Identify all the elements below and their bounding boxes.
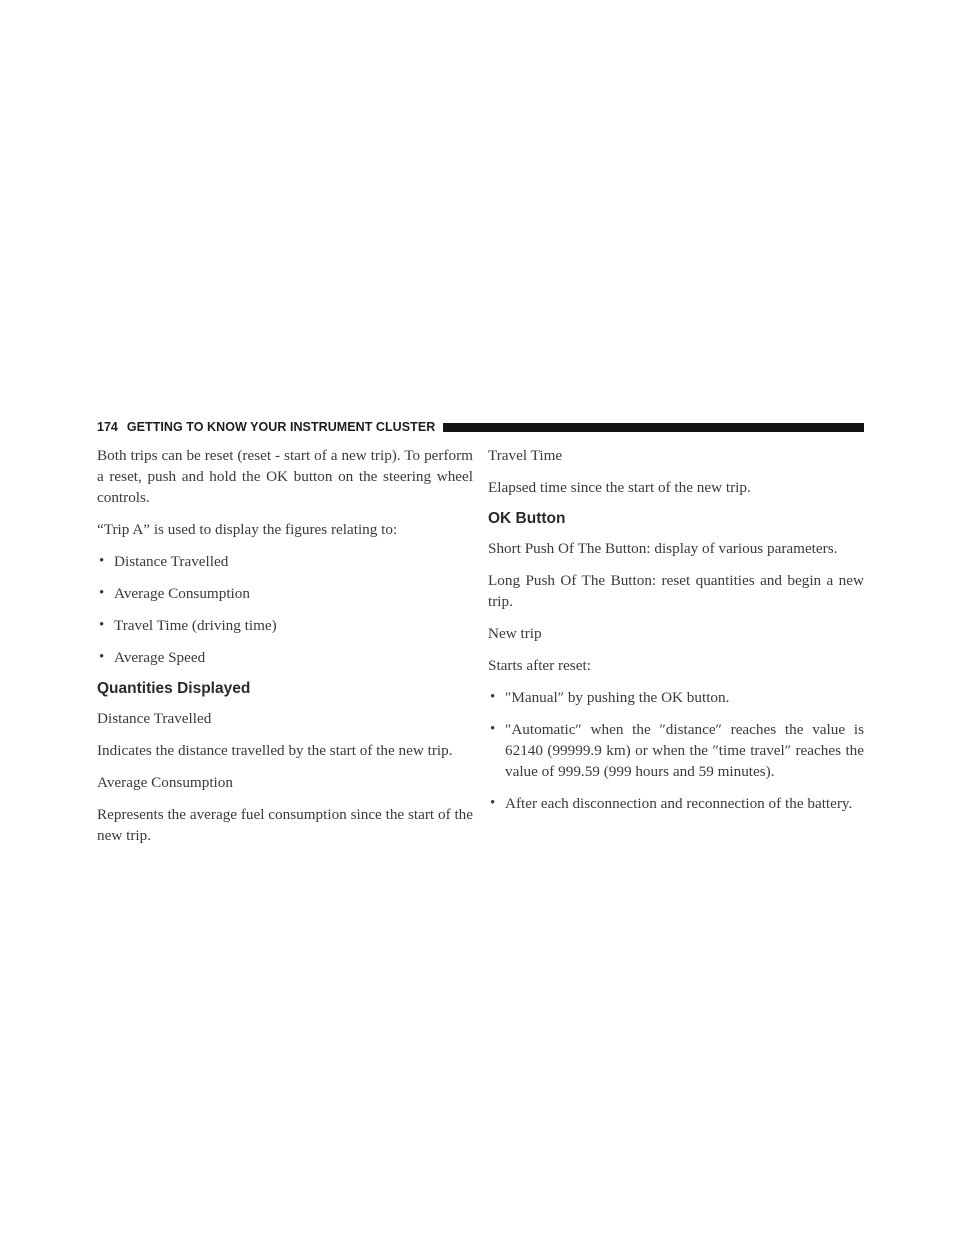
bullet-icon: • <box>99 649 105 665</box>
travel-time-label: Travel Time <box>488 447 563 464</box>
list-item: • Average Consumption <box>99 585 250 602</box>
starts-after-text: Starts after reset: <box>488 657 591 674</box>
quantities-heading: Quantities Displayed <box>97 680 251 697</box>
long-push-text: Long Push Of The Button: reset quantities and begin a new trip. <box>488 572 864 610</box>
bullet-icon: • <box>99 553 105 569</box>
page-number: 174 <box>97 420 118 434</box>
list-item: • Travel Time (driving time) <box>99 617 277 634</box>
distance-label: Distance Travelled <box>97 710 212 727</box>
list-item: • ″Automatic″ when the ″distance″ reaches the value is 62140 (99999.9 km) or when the ″time travel″ reaches the value of 999.59 (999 hours and 59 minutes). <box>490 721 864 780</box>
header-rule <box>443 423 864 432</box>
consumption-text: Represents the average fuel consumption since the start of the new trip. <box>97 806 473 844</box>
consumption-label: Average Consumption <box>97 774 233 791</box>
bullet-icon: • <box>99 585 105 601</box>
bullet-icon: • <box>490 721 496 737</box>
page-header <box>97 419 864 435</box>
new-trip-label: New trip <box>488 625 542 642</box>
ok-button-heading: OK Button <box>488 510 566 527</box>
list-item: • Average Speed <box>99 649 206 666</box>
distance-text: Indicates the distance travelled by the start of the new trip. <box>97 742 453 759</box>
short-push-text: Short Push Of The Button: display of various parameters. <box>488 540 838 557</box>
intro-paragraph: Both trips can be reset (reset - start of a new trip). To perform a reset, push and hold the OK button on the steering wheel controls. <box>97 447 473 506</box>
bullet-icon: • <box>490 689 496 705</box>
bullet-icon: • <box>490 795 496 811</box>
reset-list <box>488 687 864 814</box>
trip-a-paragraph: “Trip A” is used to display the figures relating to: <box>97 521 398 538</box>
section-title: GETTING TO KNOW YOUR INSTRUMENT CLUSTER <box>126 420 436 434</box>
list-item: • ″Manual″ by pushing the OK button. <box>490 689 730 706</box>
left-column <box>97 445 473 857</box>
trip-a-list <box>97 551 473 668</box>
bullet-icon: • <box>99 617 105 633</box>
travel-time-text: Elapsed time since the start of the new trip. <box>488 479 751 496</box>
right-column <box>488 445 864 825</box>
list-item: • Distance Travelled <box>99 553 229 570</box>
list-item: • After each disconnection and reconnection of the battery. <box>490 795 853 812</box>
